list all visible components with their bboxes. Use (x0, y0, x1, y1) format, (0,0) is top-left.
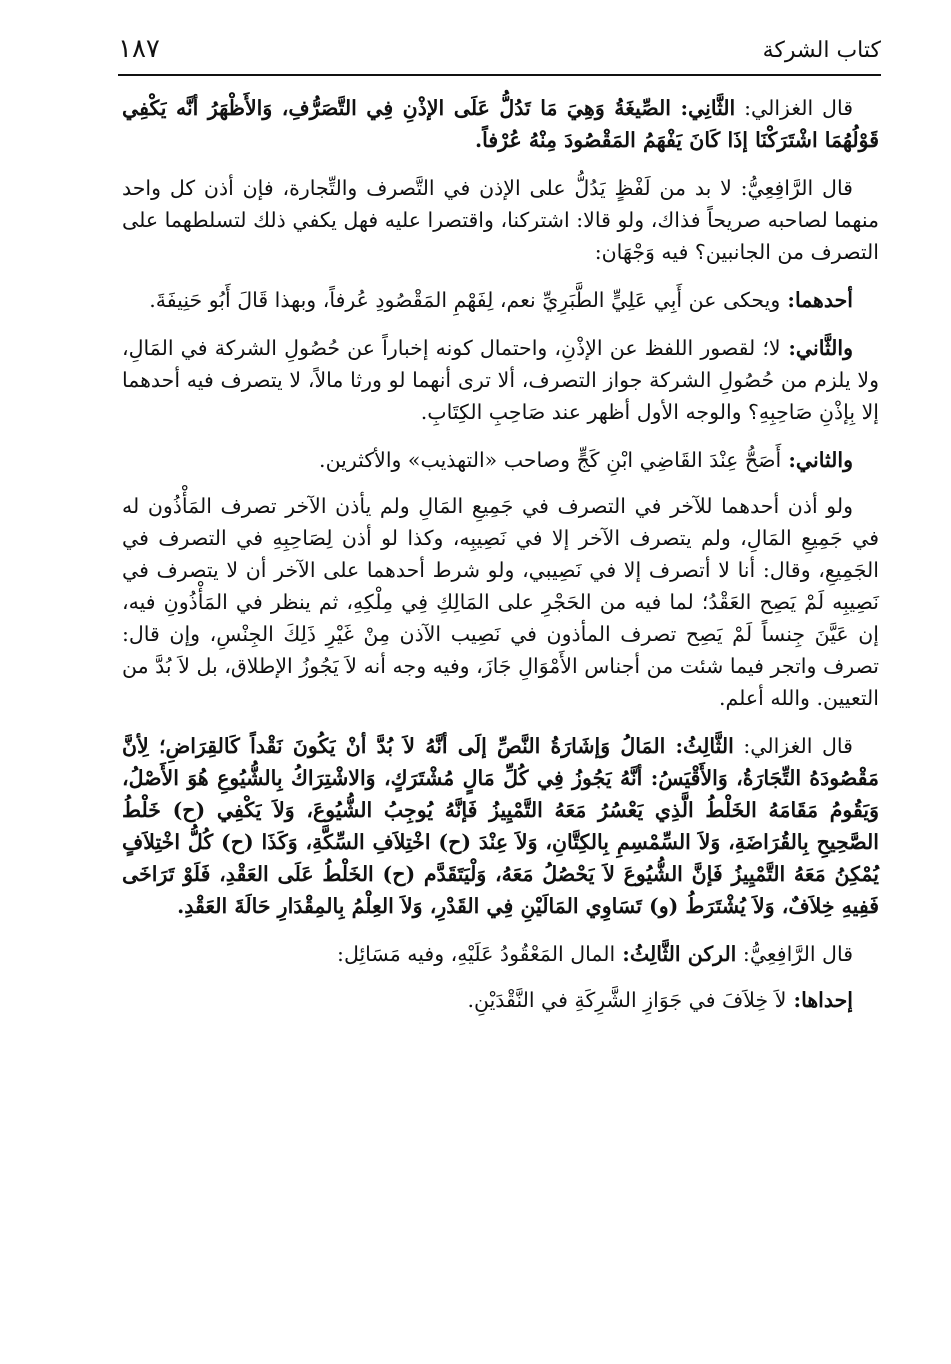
paragraph-text: ويحكى عن أَبِي عَلِيٍّ الطَّبَرِيِّ نعم، لِفَهْمِ المَقْصُودِ عُرفاً، وبهذا قَالَ أَبُو حَنِيفَةَ. (149, 288, 781, 312)
paragraph-emphasis: إحداها: (786, 988, 853, 1012)
paragraph-first-view (122, 284, 879, 316)
book-title: كتاب الشركة (762, 38, 881, 63)
page-body (122, 92, 879, 1030)
paragraph-emphasis: الثَّالِثُ: المَالُ وَإشَارَةُ النَّصِّ إلَى أنَّهُ لاَ بُدَّ أنْ يَكُونَ نَقْداً كَالقِرَاضِ؛ لِأنَّ مَقْصُودَهُ التِّجَارَةُ، وَالأَقْيَسُ: أنَّهُ يَجُوزُ فِي كُلِّ مَالٍ مُشْتَرَكٍ، وَالاشْتِرَاكُ بِالشُّيُوعِ هُوَ الأَصْلُ، وَيَقُومُ مَقَامَهُ الخَلْطُ الَّذِي يَعْسُرُ مَعَهُ التَّمْيِيزُ فَإنَّهُ يُوجِبُ الشُّيُوعَ، وَلاَ يَكْفِي (ح) خَلْطُ الصَّحِيحِ بِالقُرَاضَةِ، وَلاَ السِّمْسِمِ بِالكِتَّانِ، وَلاَ عِنْدَ (ح) اخْتِلاَفِ السِّكَّةِ، وَكَذَا (ح) كُلُّ اخْتِلاَفٍ يُمْكِنُ مَعَهُ التَّمْيِيزُ فَإنَّ الشُّيُوعَ لاَ يَحْصُلُ مَعَهُ، وَلْيَتَقَدَّم (ح) الخَلْطُ عَلَى العَقْدِ، فَلَوْ تَرَاخَى فَفِيهِ خِلاَفٌ، وَلاَ يُشْتَرَطُ (و) تَسَاوِي المَالَيْنِ فِي القَدْرِ، وَلاَ العِلْمُ بِالمِقْدَارِ حَالَةَ العَقْدِ. (122, 734, 879, 918)
paragraph-text: ولو أذن أحدهما للآخر في التصرف في جَمِيعِ المَالِ ولم يأذن الآخر تصرف المَأْذُون له في جَمِيعِ المَالِ، ولم يتصرف الآخر إلا في نَصِيبِه، وكذا لو أذن لِصَاحِبِهِ في التصرف في الجَمِيعِ، وقال: أنا لا أتصرف إلا في نَصِيبي، ولو شرط أحدهما على الآخر أن لا يتصرف في نَصِيبِه لَمْ يَصِح العَقْدُ؛ لما فيه من الحَجْرِ على المَالِكِ فِي مِلْكِهِ، ثم ينظر في المَأْذُونِ فيه، إن عَيَّنَ جِنساً لَمْ يَصِح تصرف المأذون في نَصِيب الآذن مِنْ غَيْرِ ذَلِكَ الجِنْسِ، وإن قال: تصرف واتجر فيما شئت من أجناس الأَمْوَالِ جَازَ، وفيه وجه أنه لاَ يَجُوزُ الإطلاق، بل لاَ بُدَّ من التعيين. والله أعلم. (122, 494, 879, 710)
paragraph-text: المال المَعْقُودُ عَلَيْهِ، وفيه مَسَائِل: (337, 942, 616, 966)
paragraph-text: لا؛ لقصور اللفظ عن الإذْنِ، واحتمال كونه إخباراً عن حُصُولِ الشركة في المَالِ، ولا يلزم من حُصُولِ الشركة جواز التصرف، ألا ترى أنهما لو ورثا مالاً، لا يتصرف فيه أحدهما إلا بِإذْنِ صَاحِبِهِ؟ والوجه الأول أظهر عند صَاحِبِ الكِتَابِ. (122, 336, 879, 424)
paragraph-third-pillar (122, 938, 879, 970)
paragraph-rafii-commentary (122, 172, 879, 268)
paragraph-permission-details (122, 490, 879, 714)
paragraph-emphasis: الثَّانِي: الصِّيغَةُ وَهِيَ مَا تَدُلُّ عَلَى الإذْنِ فِي التَّصَرُّفِ، وَالأَظْهَرُ أنَّه يَكْفِي قَوْلُهُمَا اشْتَرَكْنَا إذَا كَانَ يَفْهَمُ المَقْصُودَ مِنْهُ عُرْفاً. (122, 96, 879, 152)
paragraph-first-issue (122, 984, 879, 1016)
paragraph-text: أَصَحُّ عِنْدَ القَاضِي ابْنِ كَجٍّ وصاحب «التهذيب» والأكثرين. (319, 448, 782, 472)
page-header (118, 22, 881, 76)
paragraph-emphasis: الركن الثَّالِثُ: (615, 942, 737, 966)
paragraph-lead: قال الرَّافِعِيُّ: (736, 942, 853, 966)
paragraph-emphasis: أحدهما: (780, 288, 853, 312)
paragraph-second-preferred (122, 444, 879, 476)
paragraph-text: لاَ خِلاَفَ في جَوَازِ الشَّرِكَةِ في النَّقْدَيْنِ. (467, 988, 787, 1012)
paragraph-emphasis: والثَّاني: (780, 336, 853, 360)
paragraph-ghazali-second (122, 92, 879, 156)
paragraph-ghazali-third (122, 730, 879, 922)
paragraph-text: قال الرَّافِعِيُّ: لا بد من لَفْظٍ يَدُلُّ على الإذن في التَّصرف والتِّجارة، فإن أذن كل واحد منهما لصاحبه صريحاً فذاك، ولو قالا: اشتركنا، واقتصرا عليه فهل يكفي ذلك لتسلطهما على التصرف من الجانبين؟ فيه وَجْهَان: (122, 176, 879, 264)
paragraph-second-view (122, 332, 879, 428)
paragraph-lead: قال الغزالي: (735, 96, 853, 120)
paragraph-emphasis: والثاني: (781, 448, 853, 472)
paragraph-lead: قال الغزالي: (733, 734, 853, 758)
page-number: ١٨٧ (118, 34, 160, 64)
